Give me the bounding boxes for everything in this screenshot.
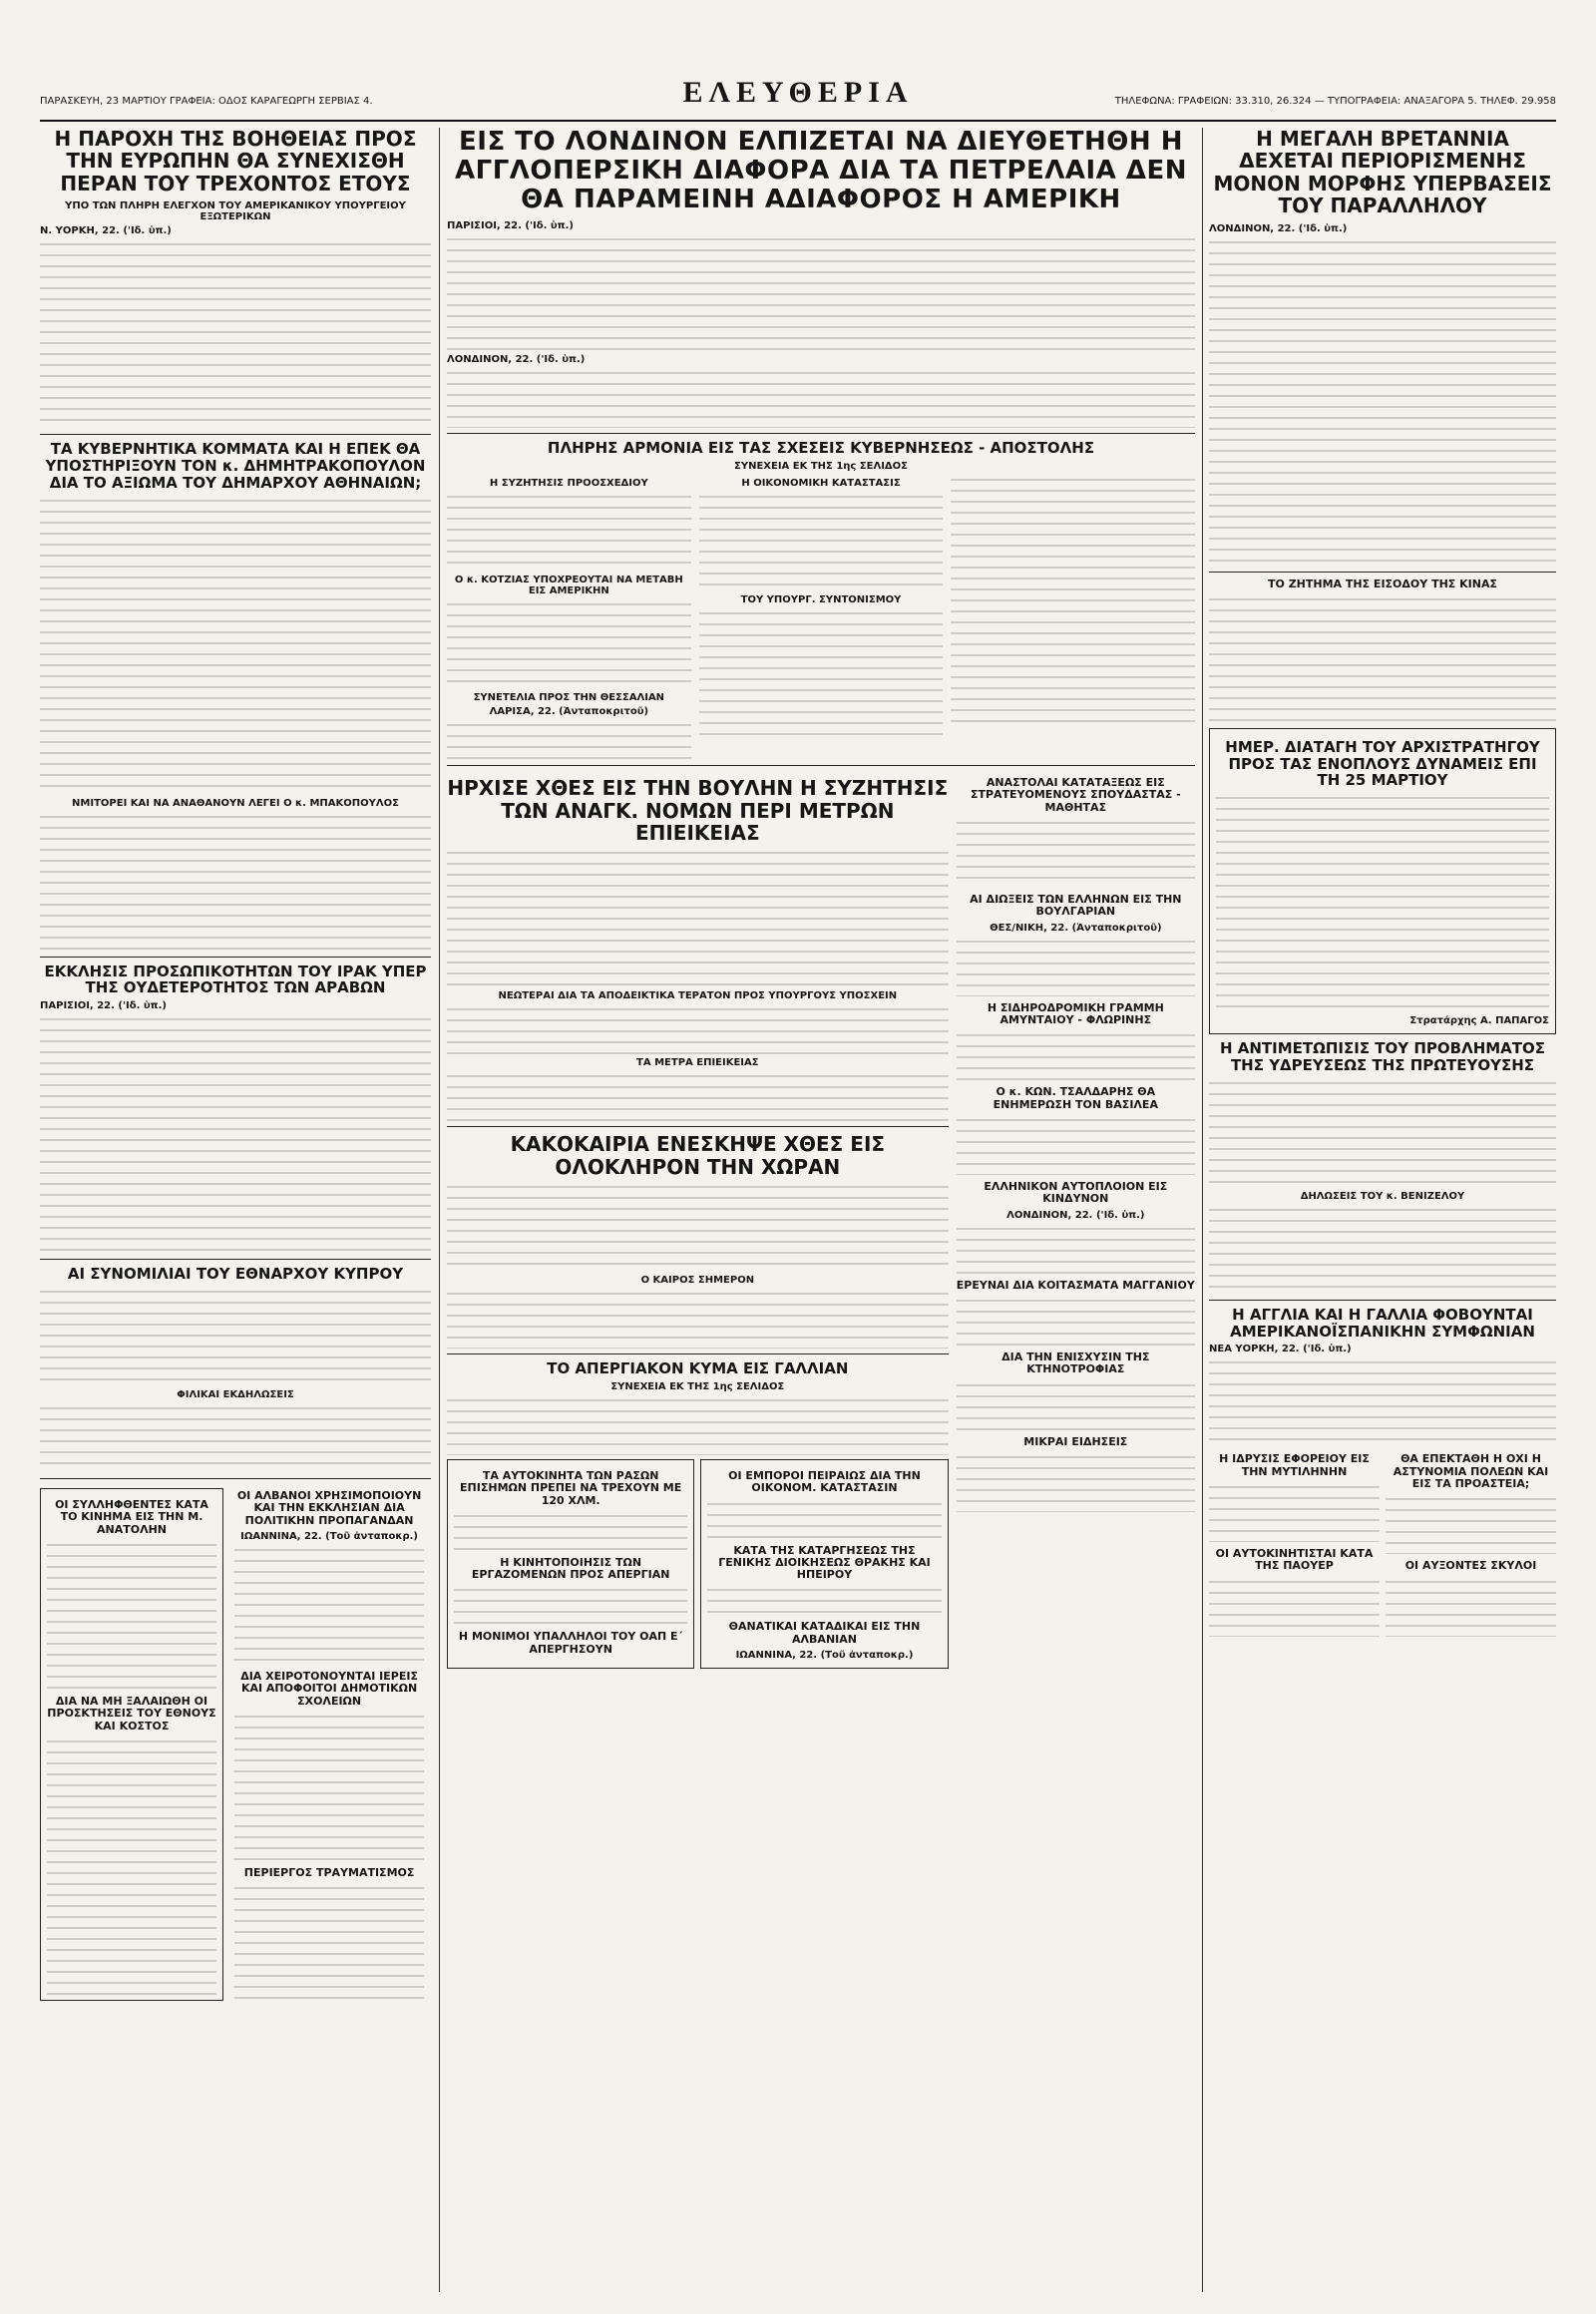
article-body xyxy=(1209,594,1556,724)
article-body xyxy=(447,1289,949,1349)
headline-harmony: ΠΛΗΡΗΣ ΑΡΜΟΝΙΑ ΕΙΣ ΤΑΣ ΣΧΕΣΕΙΣ ΚΥΒΕΡΝΗΣΕΩΣ - ΑΠΟΣΤΟΛΗΣ xyxy=(547,439,1095,458)
headline-parliament: ΗΡΧΙΣΕ ΧΘΕΣ ΕΙΣ ΤΗΝ ΒΟΥΛΗΝ Η ΣΥΖΗΤΗΣΙΣ ΤΩΝ ΑΝΑΓΚ. ΝΟΜΩΝ ΠΕΡΙ ΜΕΤΡΩΝ ΕΠΙΕΙΚΕΙΑΣ xyxy=(447,776,949,845)
rule xyxy=(447,433,1195,434)
article-body xyxy=(447,368,1195,428)
rule xyxy=(1209,572,1556,573)
article-body xyxy=(234,1712,424,1861)
headline-arrested: ΟΙ ΣΥΛΛΗΦΘΕΝΤΕΣ ΚΑΤΑ ΤΟ ΚΙΝΗΜΑ ΕΙΣ ΤΗΝ Μ. ΑΝΑΤΟΛΗΝ xyxy=(55,1497,208,1536)
headline-dogs: ΟΙ ΑΥΞΟΝΤΕΣ ΣΚΥΛΟΙ xyxy=(1404,1559,1537,1573)
headline-oap: Η ΜΟΝΙΜΟΙ ΥΠΑΛΛΗΛΟΙ ΤΟΥ ΟΑΠ Ε΄ ΑΠΕΡΓΗΣΟΥΝ xyxy=(458,1630,683,1656)
column-5 xyxy=(1209,128,1556,2292)
small-news-row xyxy=(447,1455,949,1673)
rule xyxy=(40,434,431,435)
dateline: ΛΟΝΔΙΝΟΝ, 22. ('Ιδ. ὑπ.) xyxy=(1006,1209,1145,1221)
article-column xyxy=(447,475,691,760)
dateline: Ν. ΥΟΡΚΗ, 22. ('Ιδ. ὑπ.) xyxy=(40,225,172,237)
headline-bulgaria: ΑΙ ΔΙΩΞΕΙΣ ΤΩΝ ΕΛΛΗΝΩΝ ΕΙΣ ΤΗΝ ΒΟΥΛΓΑΡΙΑΝ xyxy=(970,893,1182,919)
headline-spain-pact: Η ΑΓΓΛΙΑ ΚΑΙ Η ΓΑΛΛΙΑ ΦΟΒΟΥΝΤΑΙ ΑΜΕΡΙΚΑΝΟΪΣΠΑΝΙΚΗΝ ΣΥΜΦΩΝΙΑΝ xyxy=(1230,1305,1535,1341)
article-body xyxy=(454,1585,687,1625)
article-body xyxy=(957,1452,1195,1512)
article-body xyxy=(47,1736,216,1996)
headline-thrace: ΚΑΤΑ ΤΗΣ ΚΑΤΑΡΓΗΣΕΩΣ ΤΗΣ ΓΕΝΙΚΗΣ ΔΙΟΙΚΗΣΕΩΣ ΘΡΑΚΗΣ ΚΑΙ ΗΠΕΙΡΟΥ xyxy=(718,1543,931,1582)
article-body xyxy=(447,1395,949,1455)
headline-cyprus: ΑΙ ΣΥΝΟΜΙΛΙΑΙ ΤΟΥ ΕΘΝΑΡΧΟΥ ΚΥΠΡΟΥ xyxy=(67,1265,404,1284)
article-body xyxy=(699,492,944,591)
column-4 xyxy=(957,771,1195,1673)
article-body xyxy=(447,599,691,689)
headline-livestock: ΔΙΑ ΤΗΝ ΕΝΙΣΧΥΣΙΝ ΤΗΣ ΚΤΗΝΟΤΡΟΦΙΑΣ xyxy=(1001,1350,1150,1376)
article-body xyxy=(957,937,1195,996)
headline-albanians: ΟΙ ΑΛΒΑΝΟΙ ΧΡΗΣΙΜΟΠΟΙΟΥΝ ΚΑΙ ΤΗΝ ΕΚΚΛΗΣΙΑΝ ΔΙΑ ΠΟΛΙΤΙΚΗΝ ΠΡΟΠΑΓΑΝΔΑΝ xyxy=(236,1488,422,1527)
headline-mobilization: Η ΚΙΝΗΤΟΠΟΙΗΣΙΣ ΤΩΝ ΕΡΓΑΖΟΜΕΝΩΝ ΠΡΟΣ ΑΠΕΡΓΙΑΝ xyxy=(471,1555,670,1582)
headline-london-oil: ΕΙΣ ΤΟ ΛΟΝΔΙΝΟΝ ΕΛΠΙΖΕΤΑΙ ΝΑ ΔΙΕΥΘΕΤΗΘΗ Η ΑΓΓΛΟΠΕΡΣΙΚΗ ΔΙΑΦΟΡΑ ΔΙΑ ΤΑ ΠΕΤΡΕΛΑΙΑ ΔΕΝ ΘΑ ΠΑΡΑΜΕΙΝΗ ΑΔΙΑΦΟΡΟΣ Η ΑΜΕΡΙΚΗ xyxy=(455,128,1187,215)
article-body xyxy=(957,818,1195,888)
article-columns xyxy=(447,475,1195,760)
article-body xyxy=(40,239,431,429)
article-body xyxy=(957,1380,1195,1430)
headline-water: Η ΑΝΤΙΜΕΤΩΠΙΣΙΣ ΤΟΥ ΠΡΟΒΛΗΜΑΤΟΣ ΤΗΣ ΥΔΡΕΥΣΕΩΣ ΤΗΣ ΠΡΩΤΕΥΟΥΣΗΣ xyxy=(1219,1039,1546,1075)
subheadline: Η ΟΙΚΟΝΟΜΙΚΗ ΚΑΤΑΣΤΑΣΙΣ xyxy=(741,478,901,490)
article-body xyxy=(1209,1205,1556,1295)
headline-iraq: ΕΚΚΛΗΣΙΣ ΠΡΟΣΩΠΙΚΟΤΗΤΩΝ ΤΟΥ ΙΡΑΚ ΥΠΕΡ ΤΗΣ ΟΥΔΕΤΕΡΟΤΗΤΟΣ ΤΩΝ ΑΡΑΒΩΝ xyxy=(44,962,427,997)
headline-bad-weather: ΚΑΚΟΚΑΙΡΙΑ ΕΝΕΣΚΗΨΕ ΧΘΕΣ ΕΙΣ ΟΛΟΚΛΗΡΟΝ ΤΗΝ ΧΩΡΑΝ xyxy=(510,1132,886,1179)
article-body xyxy=(951,475,1195,724)
headline-drivers: ΟΙ ΑΥΤΟΚΙΝΗΤΙΣΤΑΙ ΚΑΤΑ ΤΗΣ ΠΑΟΥΕΡ xyxy=(1215,1547,1374,1573)
dateline: ΛΟΝΔΙΝΟΝ, 22. ('Ιδ. ὑπ.) xyxy=(1209,222,1348,234)
column-3-region xyxy=(234,1484,424,2003)
headline-piraeus: ΟΙ ΕΜΠΟΡΟΙ ΠΕΙΡΑΙΩΣ ΔΙΑ ΤΗΝ ΟΙΚΟΝΟΜ. ΚΑΤΑΣΤΑΣΙΝ xyxy=(728,1468,921,1495)
headline-strike-france: ΤΟ ΑΠΕΡΓΙΑΚΟΝ ΚΥΜΑ ΕΙΣ ΓΑΛΛΙΑΝ xyxy=(547,1359,849,1378)
article-body xyxy=(1386,1577,1556,1637)
article-body xyxy=(957,1224,1195,1274)
headline-deferrals: ΑΝΑΣΤΟΛΑΙ ΚΑΤΑΤΑΞΕΩΣ ΕΙΣ ΣΤΡΑΤΕΥΟΜΕΝΟΥΣ ΣΠΟΥΔΑΣΤΑΣ - ΜΑΘΗΤΑΣ xyxy=(970,776,1181,814)
subheadline: ΦΙΛΙΚΑΙ ΕΚΔΗΛΩΣΕΙΣ xyxy=(177,1388,294,1400)
dateline: ΝΕΑ ΥΟΡΚΗ, 22. ('Ιδ. ὑπ.) xyxy=(1209,1344,1352,1355)
headline-tsaldaris: Ο κ. ΚΩΝ. ΤΣΑΛΔΑΡΗΣ ΘΑ ΕΝΗΜΕΡΩΣΗ ΤΟΝ ΒΑΣΙΛΕΑ xyxy=(993,1085,1158,1111)
article-body xyxy=(40,1287,431,1386)
subheadline: Η ΣΥΖΗΤΗΣΙΣ ΠΡΟΟΣΧΕΔΙΟΥ xyxy=(489,478,648,490)
rule xyxy=(447,765,1195,766)
article-body xyxy=(1216,793,1549,1012)
headline-injury: ΠΕΡΙΕΡΓΟΣ ΤΡΑΥΜΑΤΙΣΜΟΣ xyxy=(243,1865,415,1879)
rule xyxy=(40,1259,431,1260)
dateline: ΙΩΑΝΝΙΝΑ, 22. (Τοῦ ἀνταποκρ.) xyxy=(240,1530,419,1542)
column-divider xyxy=(1202,128,1203,2292)
signature: Στρατάρχης Α. ΠΑΠΑΓΟΣ xyxy=(1409,1015,1549,1027)
subheadline: ΤΑ ΜΕΤΡΑ ΕΠΙΕΙΚΕΙΑΣ xyxy=(636,1057,759,1069)
subheadline: ΔΗΛΩΣΕΙΣ ΤΟΥ κ. ΒΕΝΙΖΕΛΟΥ xyxy=(1300,1190,1465,1202)
dateline: ΠΑΡΙΣΙΟΙ, 22. ('Ιδ. ὑπ.) xyxy=(40,1000,167,1012)
news-box xyxy=(40,1488,223,2001)
headline-police: ΘΑ ΕΠΕΚΤΑΘΗ Η ΟΧΙ Η ΑΣΤΥΝΟΜΙΑ ΠΟΛΕΩΝ ΚΑΙ ΕΙΣ ΤΑ ΠΡΟΑΣΤΕΙΑ; xyxy=(1393,1452,1549,1491)
subheadline: ΣΥΝΕΧΕΙΑ ΕΚ ΤΗΣ 1ης ΣΕΛΙΔΟΣ xyxy=(734,461,908,473)
rule xyxy=(40,957,431,958)
article-body xyxy=(447,720,691,760)
subheadline: ΝΜΙΤΟΡΕΙ ΚΑΙ ΝΑ ΑΝΑΘΑΝΟΥΝ ΛΕΓΕΙ Ο κ. ΜΠΑΚΟΠΟΥΛΟΣ xyxy=(72,797,399,809)
headline-order-of-day: ΗΜΕΡ. ΔΙΑΤΑΓΗ ΤΟΥ ΑΡΧΙΣΤΡΑΤΗΓΟΥ ΠΡΟΣ ΤΑΣ ΕΝΟΠΛΟΥΣ ΔΥΝΑΜΕΙΣ ΕΠΙ ΤΗ 25 ΜΑΡΤΙΟΥ xyxy=(1225,737,1540,790)
headline-britain: Η ΜΕΓΑΛΗ ΒΡΕΤΑΝΝΙΑ ΔΕΧΕΤΑΙ ΠΕΡΙΟΡΙΣΜΕΝΗΣ ΜΟΝΟΝ ΜΟΡΦΗΣ ΥΠΕΡΒΑΣΕΙΣ ΤΟΥ ΠΑΡΑΛΛΗΛΟΥ xyxy=(1213,128,1552,218)
headline-aid-europe: Η ΠΑΡΟΧΗ ΤΗΣ ΒΟΗΘΕΙΑΣ ΠΡΟΣ ΤΗΝ ΕΥΡΩΠΗΝ ΘΑ ΣΥΝΕΧΙΣΘΗ ΠΕΡΑΝ ΤΟΥ ΤΡΕΧΟΝΤΟΣ ΕΤΟΥΣ xyxy=(54,128,417,195)
article-body xyxy=(40,1403,431,1473)
headline-railway: Η ΣΙΔΗΡΟΔΡΟΜΙΚΗ ΓΡΑΜΜΗ ΑΜΥΝΤΑΙΟΥ - ΦΛΩΡΙΝΗΣ xyxy=(987,1000,1164,1026)
masthead-phones: ΤΗΛΕΦΩΝΑ: ΓΡΑΦΕΙΩΝ: 33.310, 26.324 — ΤΥΠΟΓΡΑΦΕΙΑ: ΑΝΑΞΑΓΟΡΑ 5. ΤΗΛΕΦ. 29.958 xyxy=(1114,96,1556,107)
article-body xyxy=(447,492,691,572)
article-body xyxy=(1209,1078,1556,1188)
rule xyxy=(447,1353,949,1354)
dateline: ΙΩΑΝΝΙΝΑ, 22. (Τοῦ ἀνταποκρ.) xyxy=(735,1650,914,1662)
subheadline: ΤΟΥ ΥΠΟΥΡΓ. ΣΥΝΤΟΝΙΣΜΟΥ xyxy=(740,594,902,606)
article-body xyxy=(40,812,431,952)
column-4-region xyxy=(951,475,1195,760)
rule xyxy=(40,1478,431,1479)
subheadline: ΥΠΟ ΤΩΝ ΠΛΗΡΗ ΕΛΕΓΧΟΝ ΤΟΥ ΑΜΕΡΙΚΑΝΙΚΟΥ ΥΠΟΥΡΓΕΙΟΥ ΕΞΩΤΕΡΙΚΩΝ xyxy=(65,200,406,223)
article-body xyxy=(1209,1482,1380,1542)
article-body xyxy=(1386,1494,1556,1554)
headline-mayor: ΤΑ ΚΥΒΕΡΝΗΤΙΚΑ ΚΟΜΜΑΤΑ ΚΑΙ Η ΕΠΕΚ ΘΑ ΥΠΟΣΤΗΡΙΞΟΥΝ ΤΟΝ κ. ΔΗΜΗΤΡΑΚΟΠΟΥΛΟΝ ΔΙΑ ΤΟ ΑΞΙΩΜΑ ΤΟΥ ΔΗΜΑΡΧΟΥ ΑΘΗΝΑΙΩΝ; xyxy=(45,440,426,492)
news-box xyxy=(447,1459,694,1669)
subheadline: Ο ΚΑΙΡΟΣ ΣΗΜΕΡΟΝ xyxy=(640,1275,755,1287)
article-body xyxy=(1209,1577,1380,1637)
article-body xyxy=(47,1540,216,1690)
article-body xyxy=(447,1182,949,1272)
article-body xyxy=(957,1296,1195,1346)
column-divider xyxy=(439,128,440,2292)
headline-cars: ΤΑ ΑΥΤΟΚΙΝΗΤΑ ΤΩΝ ΡΑΣΩΝ ΕΠΙΣΗΜΩΝ ΠΡΕΠΕΙ ΝΑ ΤΡΕΧΟΥΝ ΜΕ 120 ΧΛΜ. xyxy=(460,1468,682,1507)
article-body xyxy=(707,1585,941,1615)
headline-mytilene: Η ΙΔΡΥΣΙΣ ΕΦΟΡΕΙΟΥ ΕΙΣ ΤΗΝ ΜΥΤΙΛΗΝΗΝ xyxy=(1219,1452,1370,1478)
subheadline: Ο κ. ΚΟΤΖΙΑΣ ΥΠΟΧΡΕΟΥΤΑΙ ΝΑ ΜΕΤΑΒΗ ΕΙΣ ΑΜΕΡΙΚΗΝ xyxy=(454,575,683,597)
news-column xyxy=(1209,1447,1380,1636)
headline-priests: ΔΙΑ ΧΕΙΡΟΤΟΝΟΥΝΤΑΙ ΙΕΡΕΙΣ ΚΑΙ ΑΠΟΦΟΙΤΟΙ ΔΗΜΟΤΙΚΩΝ ΣΧΟΛΕΙΩΝ xyxy=(240,1669,418,1708)
headline-china: ΤΟ ΖΗΤΗΜΑ ΤΗΣ ΕΙΣΟΔΟΥ ΤΗΣ ΚΙΝΑΣ xyxy=(1268,577,1497,590)
headline-small-news: ΜΙΚΡΑΙ ΕΙΔΗΣΕΙΣ xyxy=(1023,1434,1128,1448)
masthead xyxy=(40,76,1556,110)
headline-manganese: ΕΡΕΥΝΑΙ ΔΙΑ ΚΟΙΤΑΣΜΑΤΑ ΜΑΓΓΑΝΙΟΥ xyxy=(956,1278,1195,1292)
subheadline: ΝΕΩΤΕΡΑΙ ΔΙΑ ΤΑ ΑΠΟΔΕΙΚΤΙΚΑ ΤΕΡΑΤΟΝ ΠΡΟΣ ΥΠΟΥΡΓΟΥΣ ΥΠΟΣΧΕΙΝ xyxy=(498,990,898,1002)
article-column xyxy=(699,475,944,760)
article-body xyxy=(1209,1357,1556,1447)
lower-left xyxy=(447,771,949,1673)
article-body xyxy=(957,1030,1195,1080)
headline-death-albania: ΘΑΝΑΤΙΚΑΙ ΚΑΤΑΔΙΚΑΙ ΕΙΣ ΤΗΝ ΑΛΒΑΝΙΑΝ xyxy=(728,1620,921,1646)
column-1 xyxy=(40,128,431,2292)
headline-ship: ΕΛΛΗΝΙΚΟΝ ΑΥΤΟΠΛΟΙΟΝ ΕΙΣ ΚΙΝΔΥΝΟΝ xyxy=(984,1179,1168,1206)
rule xyxy=(1209,1300,1556,1301)
article-body xyxy=(447,848,949,987)
masthead-date-address: ΠΑΡΑΣΚΕΥΗ, 23 ΜΑΡΤΙΟΥ ΓΡΑΦΕΙΑ: ΟΔΟΣ ΚΑΡΑΓΕΩΡΓΗ ΣΕΡΒΙΑΣ 4. xyxy=(40,96,373,107)
headline-nation: ΔΙΑ ΝΑ ΜΗ ΞΑΛΑΙΩΘΗ ΟΙ ΠΡΟΣΚΤΗΣΕΙΣ ΤΟΥ ΕΘΝΟΥΣ ΚΑΙ ΚΟΣΤΟΣ xyxy=(47,1694,216,1733)
news-column xyxy=(1386,1447,1556,1636)
dateline: ΠΑΡΙΣΙΟΙ, 22. ('Ιδ. ὑπ.) xyxy=(447,220,574,232)
news-box xyxy=(1209,728,1556,1034)
article-body xyxy=(957,1115,1195,1175)
newspaper-title: ΕΛΕΥΘΕΡΙΑ xyxy=(682,76,914,109)
dateline: ΛΑΡΙΣΑ, 22. (Ἀνταποκριτοῦ) xyxy=(489,706,649,718)
dateline: ΘΕΣ/ΝΙΚΗ, 22. (Ἀνταποκριτοῦ) xyxy=(990,922,1162,934)
article-body xyxy=(447,234,1195,354)
subheadline: ΣΥΝΕΤΕΛΙΑ ΠΡΟΣ ΤΗΝ ΘΕΣΣΑΛΙΑΝ xyxy=(473,692,665,704)
article-body xyxy=(234,1883,424,2003)
article-body xyxy=(454,1511,687,1551)
small-news-row xyxy=(1209,1447,1556,1636)
masthead-rule xyxy=(40,120,1556,122)
article-body xyxy=(699,608,944,738)
article-body xyxy=(234,1545,424,1665)
subheadline: ΣΥΝΕΧΕΙΑ ΕΚ ΤΗΣ 1ης ΣΕΛΙΔΟΣ xyxy=(610,1380,785,1392)
article-body xyxy=(447,1071,949,1121)
rule xyxy=(447,1126,949,1127)
dateline: ΛΟΝΔΙΝΟΝ, 22. ('Ιδ. ὑπ.) xyxy=(447,354,586,366)
lower-section xyxy=(447,771,1195,1673)
article-body xyxy=(1209,237,1556,567)
article-body xyxy=(447,1004,949,1054)
article-body xyxy=(40,1014,431,1254)
column-2 xyxy=(447,128,1195,2292)
article-body xyxy=(40,496,431,795)
news-box xyxy=(700,1459,948,1669)
article-body xyxy=(707,1499,941,1539)
